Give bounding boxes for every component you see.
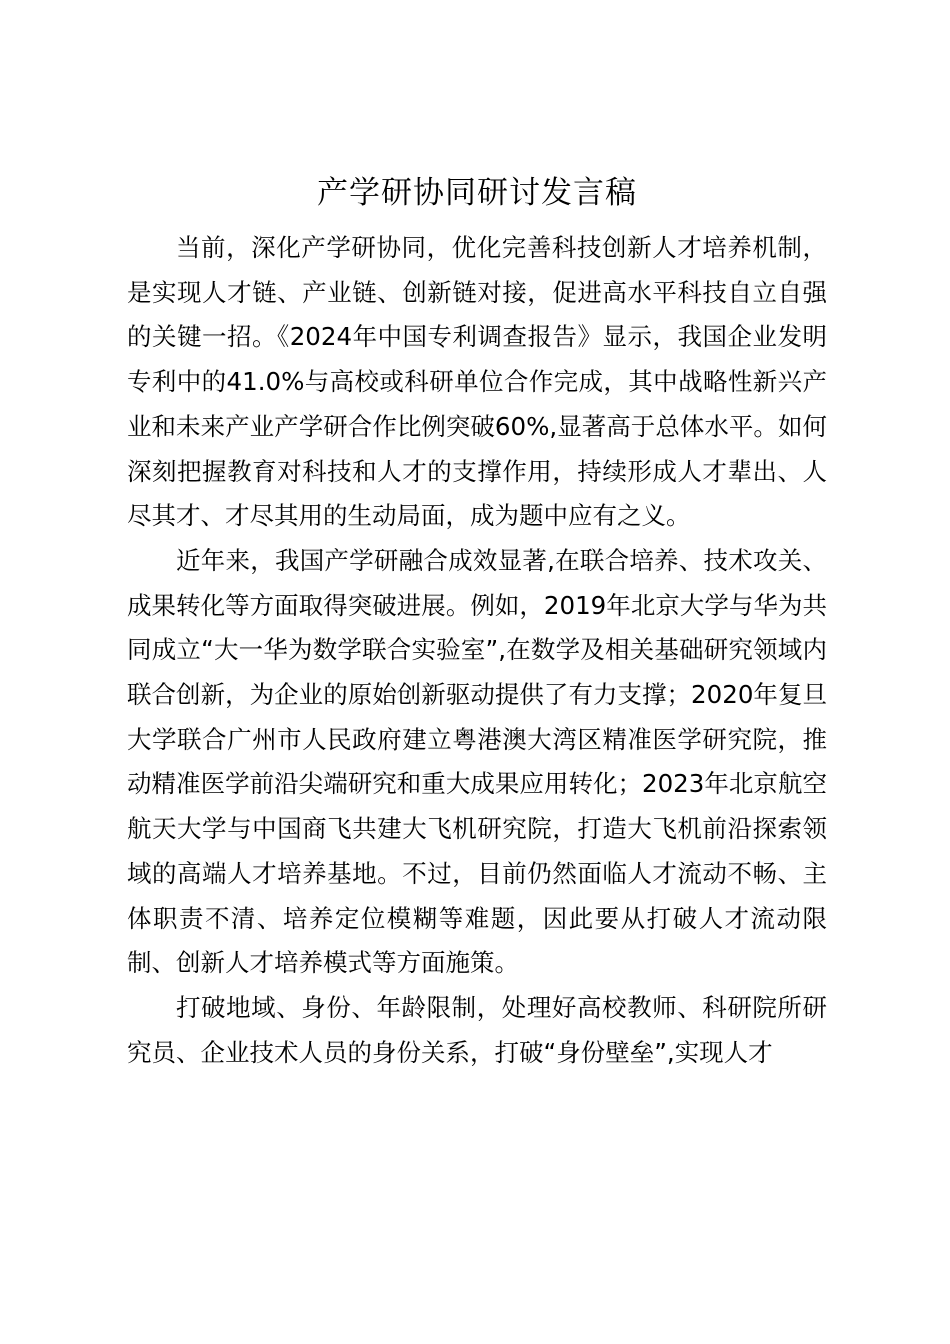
paragraph-2: 近年来，我国产学研融合成效显著,在联合培养、技术攻关、成果转化等方面取得突破进展。例如，2019年北京大学与华为共同成立“大一华为数学联合实验室”,在数学及相关基础研究领域内联合创新，为企业的原始创新驱动提供了有力支撑；2020年复旦大学联合广州市人民政府建立粤港澳大湾区精准医学研究院，推动精准医学前沿尖端研究和重大成果应用转化；2023年北京航空航天大学与中国商飞共建大飞机研究院，打造大飞机前沿探索领域的高端人才培养基地。不过，目前仍然面临人才流动不畅、主体职责不清、培养定位模糊等难题，因此要从打破人才流动限制、创新人才培养模式等方面施策。 bbox=[127, 545, 827, 978]
paragraph-3: 打破地域、身份、年龄限制，处理好高校教师、科研院所研究员、企业技术人员的身份关系，打破“身份壁垒”,实现人才 bbox=[127, 992, 827, 1067]
paragraph-1: 当前，深化产学研协同，优化完善科技创新人才培养机制，是实现人才链、产业链、创新链对接，促进高水平科技自立自强的关键一招。《2024年中国专利调查报告》显示，我国企业发明专利中的41.0%与高校或科研单位合作完成，其中战略性新兴产业和未来产业产学研合作比例突破60%,显著高于总体水平。如何深刻把握教育对科技和人才的支撑作用，持续形成人才辈出、人尽其才、才尽其用的生动局面，成为题中应有之义。 bbox=[127, 233, 827, 531]
document-title: 产学研协同研讨发言稿 bbox=[317, 175, 637, 211]
document-page bbox=[127, 168, 827, 1075]
